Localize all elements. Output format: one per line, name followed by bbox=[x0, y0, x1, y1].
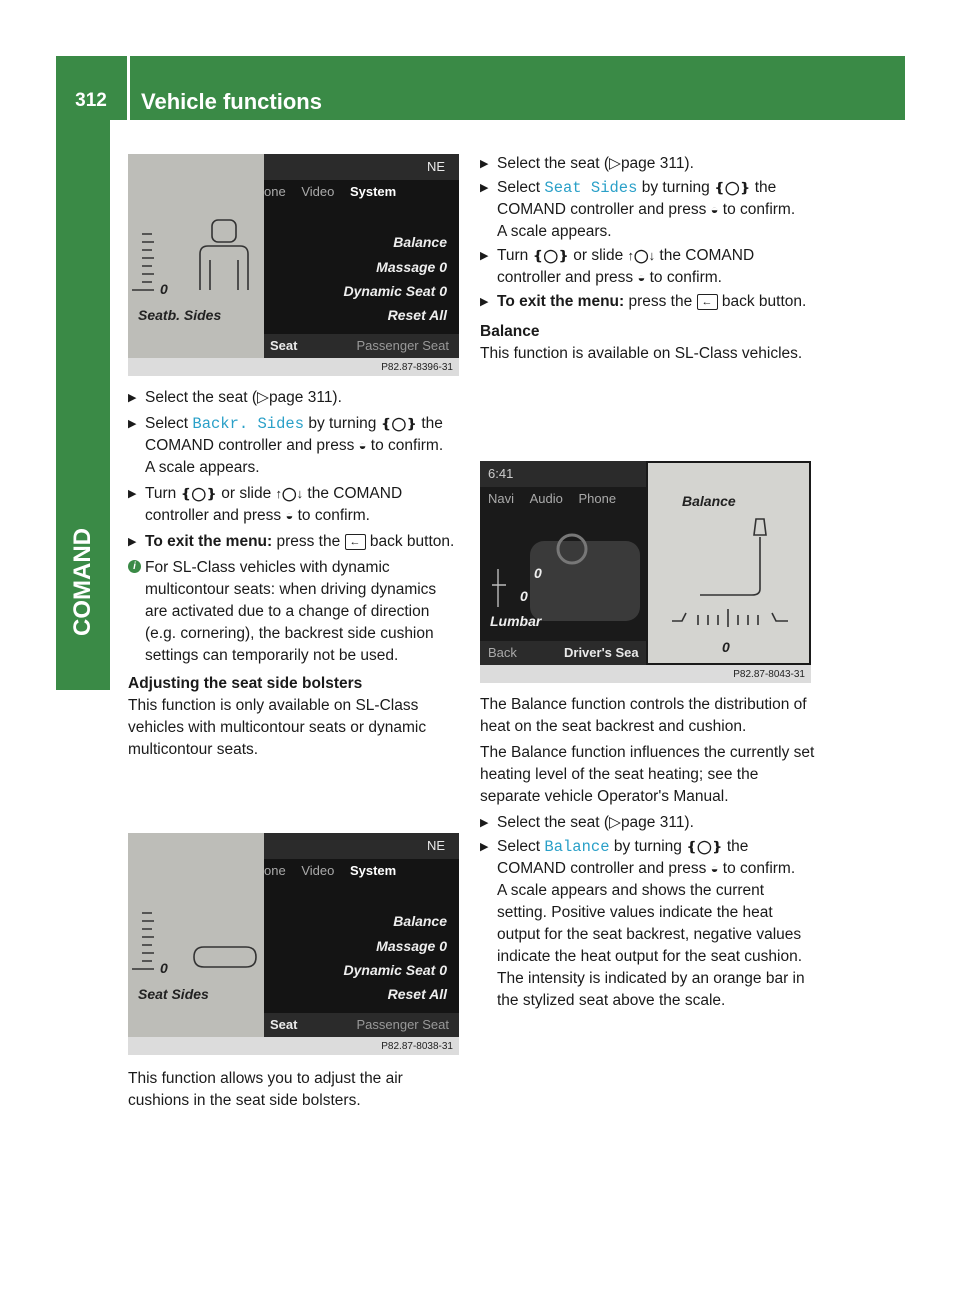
side-tab-label: COMAND bbox=[69, 528, 96, 636]
arrow-icon: ▶ bbox=[128, 536, 137, 548]
arrow-icon: ▶ bbox=[480, 841, 489, 853]
step-turn: ▶ Turn ❴◯❵ or slide ↑◯↓ the COMAND controller and press ◒ to confirm. bbox=[480, 247, 755, 286]
slide-controller-icon: ↑◯↓ bbox=[627, 248, 656, 263]
figure-code: P82.87-8038-31 bbox=[381, 1041, 453, 1052]
tab-row bbox=[264, 863, 396, 878]
slide-controller-icon: ↑◯↓ bbox=[275, 486, 304, 501]
scale-value: 0 bbox=[160, 281, 168, 297]
screen-right-panel bbox=[646, 461, 811, 665]
step-turn: ▶ Turn ❴◯❵ or slide ↑◯↓ the COMAND controller and press ◒ to confirm. bbox=[128, 485, 403, 524]
step-exit-menu: ▶ To exit the menu: press the ← back button. bbox=[128, 531, 460, 553]
menu-massage[interactable]: Massage 0 bbox=[376, 938, 447, 954]
press-controller-icon: ◒ bbox=[710, 202, 719, 217]
tab-audio[interactable]: Audio bbox=[529, 491, 563, 506]
step-select-balance: ▶ Select Balance by turning ❴◯❵ the COMAND controller and press ◒ to confirm. A scale appears and shows the current setting. Positive values indicate the heat output for the seat backrest, negative values indicate the heat output for the seat cushion. The intensity is indicated by an orange bar in the stylized seat above the scale. bbox=[480, 838, 805, 1009]
turn-controller-icon: ❴◯❵ bbox=[532, 248, 569, 263]
balance-paragraph-1: The Balance function controls the distribution of heat on the seat backrest and cushion. bbox=[480, 696, 807, 735]
menu-dynamic-seat[interactable]: Dynamic Seat 0 bbox=[343, 283, 447, 299]
arrow-icon: ▶ bbox=[480, 158, 489, 170]
fig2-description: This function allows you to adjust the air cushions in the seat side bolsters. bbox=[128, 1070, 403, 1109]
scale-value: 0 bbox=[722, 639, 730, 655]
arrow-icon: ▶ bbox=[480, 182, 489, 194]
lumbar-value-2: 0 bbox=[520, 588, 528, 604]
arrow-icon: ▶ bbox=[128, 392, 137, 404]
tab-phone[interactable]: Phone bbox=[578, 491, 617, 506]
compass-label: NE bbox=[426, 838, 445, 853]
left-label: Seat Sides bbox=[138, 986, 209, 1002]
tab-row bbox=[264, 184, 396, 199]
press-controller-icon: ◒ bbox=[637, 270, 646, 285]
top-bar bbox=[264, 833, 459, 859]
menu-dynamic-seat[interactable]: Dynamic Seat 0 bbox=[343, 962, 447, 978]
screen-right-panel bbox=[264, 154, 459, 358]
arrow-icon: ▶ bbox=[480, 817, 489, 829]
scale-value: 0 bbox=[160, 960, 168, 976]
arrow-icon: ▶ bbox=[480, 250, 489, 262]
figure-seatbelt-sides bbox=[128, 154, 459, 376]
figure-code: P82.87-8043-31 bbox=[733, 669, 805, 680]
header-divider bbox=[127, 56, 130, 120]
menu-balance[interactable]: Balance bbox=[393, 234, 447, 250]
bottom-bar bbox=[264, 334, 459, 358]
left-label: Seatb. Sides bbox=[138, 307, 222, 323]
right-column-lower bbox=[480, 694, 815, 1012]
bottom-passenger-seat[interactable]: Passenger Seat bbox=[356, 338, 449, 353]
page-number: 312 bbox=[75, 90, 107, 111]
menu-item-balance: Balance bbox=[544, 838, 610, 856]
lumbar-value-1: 0 bbox=[534, 565, 542, 581]
heading-balance: Balance bbox=[480, 323, 540, 340]
arrow-icon: ▶ bbox=[480, 296, 489, 308]
seat-cushion-icon bbox=[128, 833, 264, 1037]
step-select-backr-sides: ▶ Select Backr. Sides by turning ❴◯❵ the COMAND controller and press ◒ to confirm. A scale appears. bbox=[128, 415, 444, 476]
turn-controller-icon: ❴◯❵ bbox=[714, 180, 751, 195]
step-exit-menu: ▶ To exit the menu: press the ← back button. bbox=[480, 291, 815, 313]
reference-icon: ▷ bbox=[609, 155, 621, 172]
tab-navi[interactable]: Navi bbox=[488, 491, 515, 506]
balance-seat-scale-icon bbox=[648, 463, 809, 663]
step-select-seat: ▶ Select the seat (▷page 311). bbox=[128, 387, 460, 409]
seat-outline-icon bbox=[128, 154, 264, 358]
menu-massage[interactable]: Massage 0 bbox=[376, 259, 447, 275]
bottom-bar bbox=[480, 641, 646, 665]
reference-icon: ▷ bbox=[609, 814, 621, 831]
bottom-seat[interactable]: Seat bbox=[270, 1017, 298, 1032]
tab-phone[interactable]: one bbox=[264, 184, 286, 199]
reference-icon: ▷ bbox=[257, 389, 269, 406]
press-controller-icon: ◒ bbox=[710, 861, 719, 876]
lumbar-label: Lumbar bbox=[490, 613, 542, 629]
tab-video[interactable]: Video bbox=[301, 863, 335, 878]
figure-code: P82.87-8396-31 bbox=[381, 362, 453, 373]
seat-graphic-icon bbox=[480, 461, 646, 665]
right-column bbox=[480, 153, 815, 365]
press-controller-icon: ◒ bbox=[358, 438, 367, 453]
turn-controller-icon: ❴◯❵ bbox=[686, 839, 723, 854]
menu-balance[interactable]: Balance bbox=[393, 913, 447, 929]
back-button-icon: ← bbox=[345, 534, 366, 550]
screen-left-panel bbox=[128, 154, 264, 358]
step-select-seat-2: ▶ Select the seat (▷page 311). bbox=[480, 812, 815, 834]
top-bar bbox=[264, 154, 459, 180]
back-button-icon: ← bbox=[697, 294, 718, 310]
menu-reset-all[interactable]: Reset All bbox=[387, 307, 447, 323]
arrow-icon: ▶ bbox=[128, 418, 137, 430]
heading-bolsters: Adjusting the seat side bolsters bbox=[128, 675, 363, 692]
turn-controller-icon: ❴◯❵ bbox=[380, 416, 418, 431]
clock-label: 6:41 bbox=[488, 466, 514, 481]
balance-paragraph-2: The Balance function influences the currently set heating level of the seat heating; see the separate vehicle Operator's Manual. bbox=[480, 744, 815, 805]
bottom-passenger-seat[interactable]: Passenger Seat bbox=[356, 1017, 449, 1032]
tab-system[interactable]: System bbox=[349, 863, 397, 878]
bottom-seat[interactable]: Seat bbox=[270, 338, 298, 353]
turn-controller-icon: ❴◯❵ bbox=[180, 486, 217, 501]
menu-reset-all[interactable]: Reset All bbox=[387, 986, 447, 1002]
tab-system[interactable]: System bbox=[349, 184, 397, 199]
tab-video[interactable]: Video bbox=[301, 184, 335, 199]
balance-availability: This function is available on SL-Class vehicles. bbox=[480, 345, 803, 362]
drivers-seat-button[interactable]: Driver's Sea bbox=[564, 645, 639, 660]
figure-balance bbox=[480, 461, 811, 683]
balance-title: Balance bbox=[682, 493, 736, 509]
bottom-bar bbox=[264, 1013, 459, 1037]
screen-left-panel bbox=[480, 461, 646, 665]
step-select-seat-sides: ▶ Select Seat Sides by turning ❴◯❵ the COMAND controller and press ◒ to confirm. A scale appears. bbox=[480, 179, 796, 240]
bolsters-text: This function is only available on SL-Class vehicles with multicontour seats or dynamic multicontour seats. bbox=[128, 697, 427, 758]
menu-item-backr-sides: Backr. Sides bbox=[192, 415, 305, 433]
left-column bbox=[128, 387, 460, 761]
page-title: Vehicle functions bbox=[141, 89, 322, 114]
info-icon: i bbox=[128, 560, 141, 573]
info-note: i For SL-Class vehicles with dynamic multicontour seats: when driving dynamics are activated due to a change of direction (e.g. cornering), the backrest side cushion settings can temporarily not be used. bbox=[128, 557, 460, 667]
tab-phone[interactable]: one bbox=[264, 863, 286, 878]
press-controller-icon: ◒ bbox=[285, 508, 294, 523]
arrow-icon: ▶ bbox=[128, 488, 137, 500]
back-button[interactable]: Back bbox=[488, 645, 517, 660]
menu-item-seat-sides: Seat Sides bbox=[544, 179, 638, 197]
figure-seat-sides bbox=[128, 833, 459, 1055]
page-header bbox=[56, 56, 905, 120]
screen-right-panel bbox=[264, 833, 459, 1037]
compass-label: NE bbox=[426, 159, 445, 174]
step-select-seat: ▶ Select the seat (▷page 311). bbox=[480, 153, 815, 175]
screen-left-panel bbox=[128, 833, 264, 1037]
